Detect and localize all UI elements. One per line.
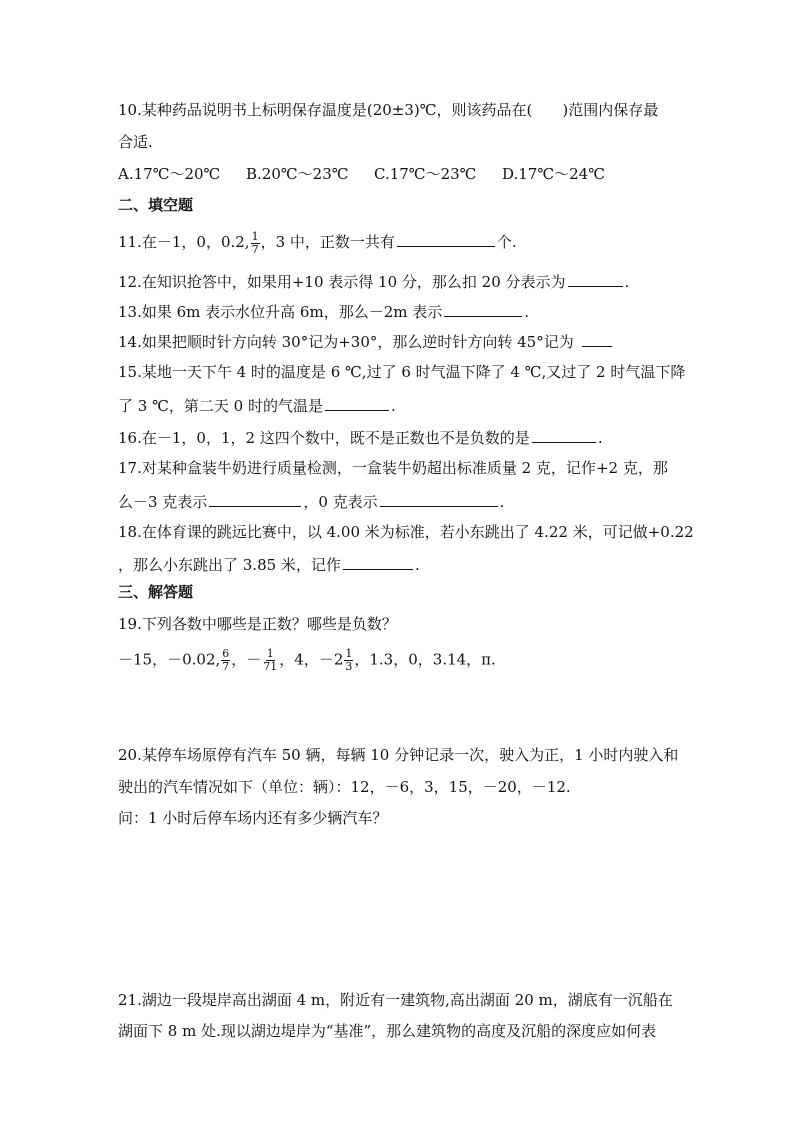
option-c: C.17℃～23℃ bbox=[374, 165, 477, 183]
question-10-options bbox=[118, 164, 605, 184]
answer-blank-13[interactable] bbox=[444, 300, 522, 317]
option-a: A.17℃～20℃ bbox=[118, 165, 221, 183]
question-20-line-2: 驶出的汽车情况如下（单位：辆）：12，－6，3，15，－20，－12. bbox=[118, 778, 571, 796]
fraction-numerator: 6 bbox=[222, 647, 230, 660]
fraction-one-seventh bbox=[251, 231, 260, 256]
answer-blank-17a[interactable] bbox=[209, 490, 301, 507]
q11-text-2: ，3 中，正数一共有 bbox=[260, 233, 395, 251]
question-16 bbox=[118, 426, 603, 448]
q15-text: 了 3 ℃，第二天 0 时的气温是 bbox=[118, 397, 323, 415]
q19-numbers-a: －15，－0.02, bbox=[118, 650, 221, 669]
q11-text: 11.在－1，0，0.2, bbox=[118, 233, 250, 251]
question-12 bbox=[118, 270, 629, 292]
question-17-line-1: 17.对某种盒装牛奶进行质量检测，一盒装牛奶超出标准质量 2 克，记作+2 克，那 bbox=[118, 459, 668, 477]
question-13 bbox=[118, 300, 529, 322]
question-18-line-2 bbox=[118, 553, 420, 575]
question-15-line-2 bbox=[118, 394, 396, 416]
question-14 bbox=[118, 330, 614, 352]
question-20-line-1: 20.某停车场原停有汽车 50 辆，每辆 10 分钟记录一次，驶入为正，1 小时内驶入和 bbox=[118, 746, 679, 764]
fraction-denominator: 7 bbox=[222, 660, 230, 673]
question-19-line-1: 19.下列各数中哪些是正数？哪些是负数？ bbox=[118, 615, 397, 633]
q19-numbers-d: ，1.3，0，3.14，π. bbox=[354, 650, 496, 669]
question-10-line-1: 10.某种药品说明书上标明保存温度是(20±3)℃，则该药品在( )范围内保存最 bbox=[118, 101, 659, 119]
fraction-one-third bbox=[344, 648, 353, 673]
q18-end: . bbox=[414, 556, 420, 574]
q19-numbers-b: ，－ bbox=[231, 650, 262, 669]
q18-text: ，那么小东跳出了 3.85 米，记作 bbox=[118, 556, 341, 574]
answer-blank-18[interactable] bbox=[343, 553, 413, 570]
fraction-six-sevenths bbox=[221, 648, 230, 673]
fraction-numerator: 1 bbox=[266, 647, 274, 660]
fraction-denominator: 7 bbox=[251, 242, 259, 256]
answer-blank-16[interactable] bbox=[532, 426, 596, 443]
question-15-line-1: 15.某地一天下午 4 时的温度是 6 ℃,过了 6 时气温下降了 4 ℃,又过了 2 时气温下降 bbox=[118, 363, 686, 381]
question-21-line-1: 21.湖边一段堤岸高出湖面 4 m，附近有一建筑物,高出湖面 20 m，湖底有一沉船在 bbox=[118, 991, 673, 1009]
question-10-line-2: 合适. bbox=[118, 133, 153, 151]
fraction-numerator: 1 bbox=[251, 229, 259, 243]
fraction-numerator: 1 bbox=[345, 647, 353, 660]
section-heading-solve: 三、解答题 bbox=[118, 583, 194, 601]
question-20-line-3: 问：1 小时后停车场内还有多少辆汽车？ bbox=[118, 809, 388, 827]
q14-text: 14.如果把顺时针方向转 30°记为+30°，那么逆时针方向转 45°记为 bbox=[118, 333, 574, 351]
q19-numbers-c: ，4，－2 bbox=[279, 650, 344, 669]
answer-blank-14[interactable] bbox=[582, 330, 612, 347]
q17-text: 么－3 克表示 bbox=[118, 493, 208, 511]
answer-blank-11[interactable] bbox=[397, 230, 495, 247]
q15-end: . bbox=[390, 397, 396, 415]
section-heading-fill-in: 二、填空题 bbox=[118, 196, 194, 214]
answer-blank-15[interactable] bbox=[325, 394, 389, 411]
fraction-denominator: 71 bbox=[263, 660, 278, 673]
answer-blank-17b[interactable] bbox=[380, 490, 498, 507]
answer-blank-12[interactable] bbox=[568, 270, 623, 287]
q12-end: . bbox=[624, 273, 630, 291]
q16-text: 16.在－1，0，1，2 这四个数中，既不是正数也不是负数的是 bbox=[118, 429, 530, 447]
question-17-line-2 bbox=[118, 490, 504, 512]
option-d: D.17℃～24℃ bbox=[502, 165, 605, 183]
q13-text: 13.如果 6m 表示水位升高 6m，那么－2m 表示 bbox=[118, 303, 443, 321]
question-19-numbers bbox=[118, 648, 496, 673]
q16-end: . bbox=[597, 429, 603, 447]
q11-end: 个. bbox=[496, 233, 517, 251]
q17-text-2: ，0 克表示 bbox=[303, 493, 378, 511]
q12-text: 12.在知识抢答中，如果用+10 表示得 10 分，那么扣 20 分表示为 bbox=[118, 273, 566, 291]
q17-end: . bbox=[499, 493, 505, 511]
fraction-denominator: 3 bbox=[345, 660, 353, 673]
question-11 bbox=[118, 230, 517, 256]
q13-end: . bbox=[524, 303, 530, 321]
question-18-line-1: 18.在体育课的跳远比赛中，以 4.00 米为标准，若小东跳出了 4.22 米，可记做+0.22 bbox=[118, 523, 694, 541]
question-21-line-2: 湖面下 8 m 处.现以湖边堤岸为“基准”，那么建筑物的高度及沉船的深度应如何表 bbox=[118, 1022, 657, 1040]
fraction-one-seventy-first bbox=[262, 648, 278, 673]
option-b: B.20℃～23℃ bbox=[246, 165, 349, 183]
